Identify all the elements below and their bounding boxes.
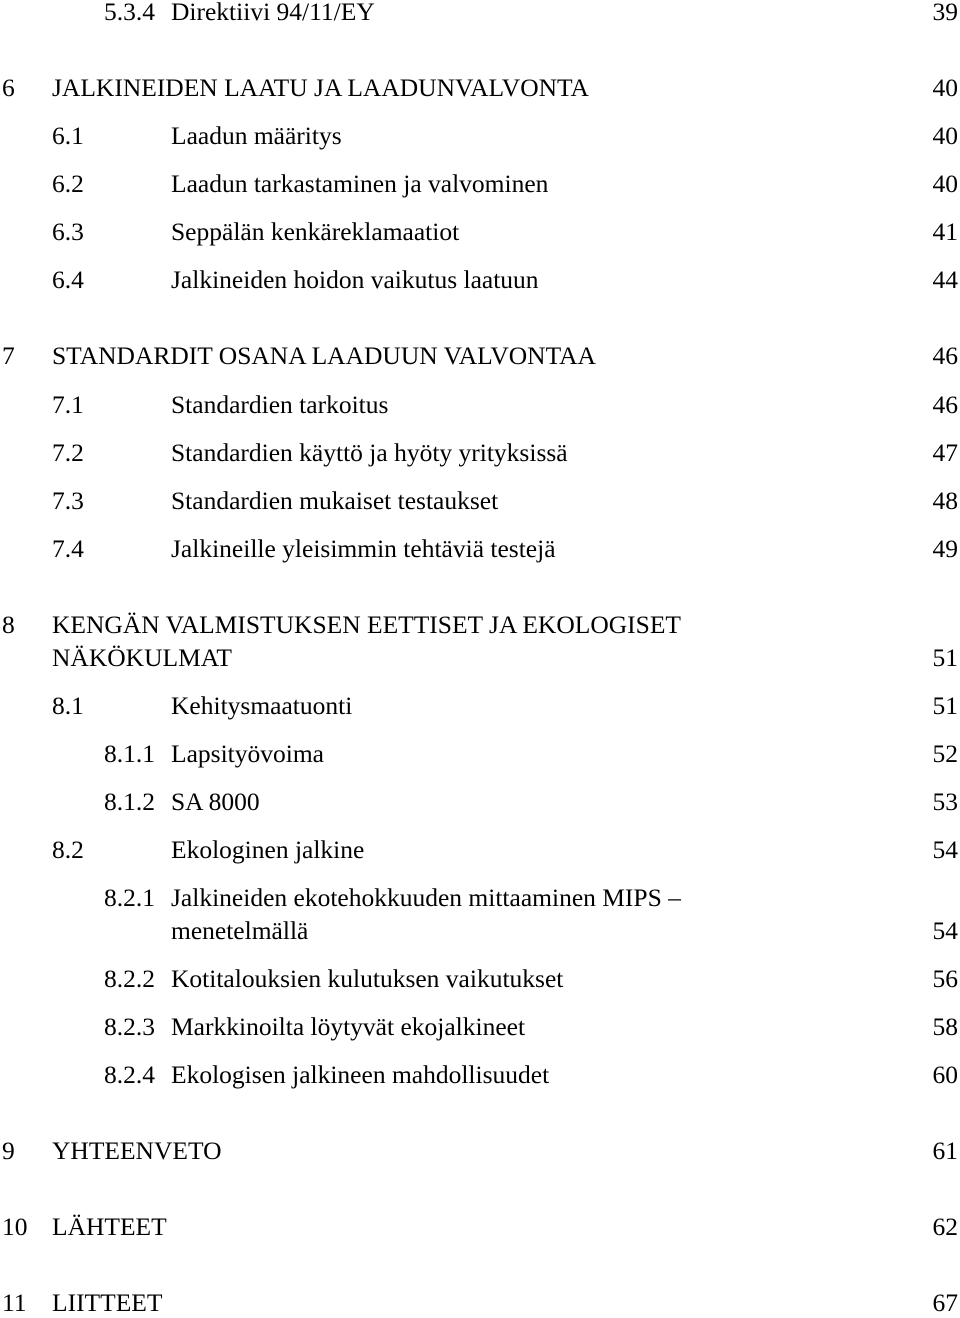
toc-chapter-number: 6 [2,73,15,102]
toc-entry-page: 49 [932,534,958,563]
toc-chapter-page: 51 [932,643,958,672]
toc-subentry-number: 8.1.1 [104,739,155,768]
toc-chapter-title: LÄHTEET [52,1212,167,1241]
toc-chapter-title: KENGÄN VALMISTUKSEN EETTISET JA EKOLOGISET [52,610,681,639]
toc-entry-number: 7.1 [52,390,84,419]
toc-subentry-page: 60 [932,1060,958,1089]
toc-entry-page: 54 [932,835,958,864]
toc-entry-page: 40 [932,169,958,198]
toc-entry-title: Standardien mukaiset testaukset [171,486,499,515]
toc-entry-title: Laadun tarkastaminen ja valvominen [171,169,549,198]
toc-entry-page: 51 [932,691,958,720]
toc-chapter-page: 46 [932,341,958,370]
toc-entry-number: 5.3.4 [104,0,155,26]
toc-chapter-title-continued: NÄKÖKULMAT [52,643,232,672]
toc-subentry-page: 52 [932,739,958,768]
toc-entry-page: 41 [932,217,958,246]
toc-entry-number: 7.2 [52,438,84,467]
toc-subentry-number: 8.1.2 [104,787,155,816]
toc-entry-number: 7.4 [52,534,84,563]
toc-entry-title: Jalkineiden hoidon vaikutus laatuun [171,265,539,294]
toc-chapter-title: JALKINEIDEN LAATU JA LAADUNVALVONTA [52,73,589,102]
toc-subentry-page: 58 [932,1012,958,1041]
toc-chapter-number: 11 [2,1288,27,1317]
toc-subentry-title: Kotitalouksien kulutuksen vaikutukset [171,964,564,993]
toc-chapter-number: 7 [2,341,15,370]
toc-entry-page: 40 [932,121,958,150]
toc-subentry-page: 56 [932,964,958,993]
toc-entry-number: 7.3 [52,486,84,515]
toc-entry-title: Jalkineille yleisimmin tehtäviä testejä [171,534,556,563]
toc-subentry-number: 8.2.1 [104,883,155,912]
toc-entry-number: 6.4 [52,265,84,294]
toc-entry-page: 46 [932,390,958,419]
toc-chapter-page: 40 [932,73,958,102]
toc-subentry-number: 8.2.4 [104,1060,155,1089]
toc-subentry-number: 8.2.2 [104,964,155,993]
toc-subentry-title: Ekologisen jalkineen mahdollisuudet [171,1060,550,1089]
toc-entry-page: 39 [932,0,958,26]
toc-entry-title: Kehitysmaatuonti [171,691,353,720]
toc-subentry-title: SA 8000 [171,787,260,816]
toc-subentry-number: 8.2.3 [104,1012,155,1041]
toc-chapter-title: YHTEENVETO [52,1136,222,1165]
toc-entry-title: Laadun määritys [171,121,342,150]
toc-chapter-page: 61 [932,1136,958,1165]
toc-entry-number: 8.1 [52,691,84,720]
toc-entry-number: 6.2 [52,169,84,198]
toc-chapter-title: LIITTEET [52,1288,163,1317]
toc-entry-title: Standardien tarkoitus [171,390,389,419]
toc-entry-title: Ekologinen jalkine [171,835,365,864]
toc-entry-number: 8.2 [52,835,84,864]
toc-chapter-page: 62 [932,1212,958,1241]
toc-chapter-page: 67 [932,1288,958,1317]
toc-entry-title: Direktiivi 94/11/EY [171,0,375,26]
toc-subentry-page: 54 [932,916,958,945]
toc-subentry-title-continued: menetelmällä [171,916,309,945]
toc-entry-title: Standardien käyttö ja hyöty yrityksissä [171,438,568,467]
toc-entry-page: 44 [932,265,958,294]
toc-chapter-title: STANDARDIT OSANA LAADUUN VALVONTAA [52,341,596,370]
toc-entry-title: Seppälän kenkäreklamaatiot [171,217,460,246]
toc-chapter-number: 8 [2,610,15,639]
toc-subentry-page: 53 [932,787,958,816]
toc-entry-number: 6.3 [52,217,84,246]
toc-entry-number: 6.1 [52,121,84,150]
toc-subentry-title: Jalkineiden ekotehokkuuden mittaaminen MIPS – [171,883,681,912]
toc-chapter-number: 10 [2,1212,28,1241]
toc-entry-page: 47 [932,438,958,467]
toc-subentry-title: Markkinoilta löytyvät ekojalkineet [171,1012,526,1041]
toc-entry-page: 48 [932,486,958,515]
toc-chapter-number: 9 [2,1136,15,1165]
toc-subentry-title: Lapsityövoima [171,739,324,768]
